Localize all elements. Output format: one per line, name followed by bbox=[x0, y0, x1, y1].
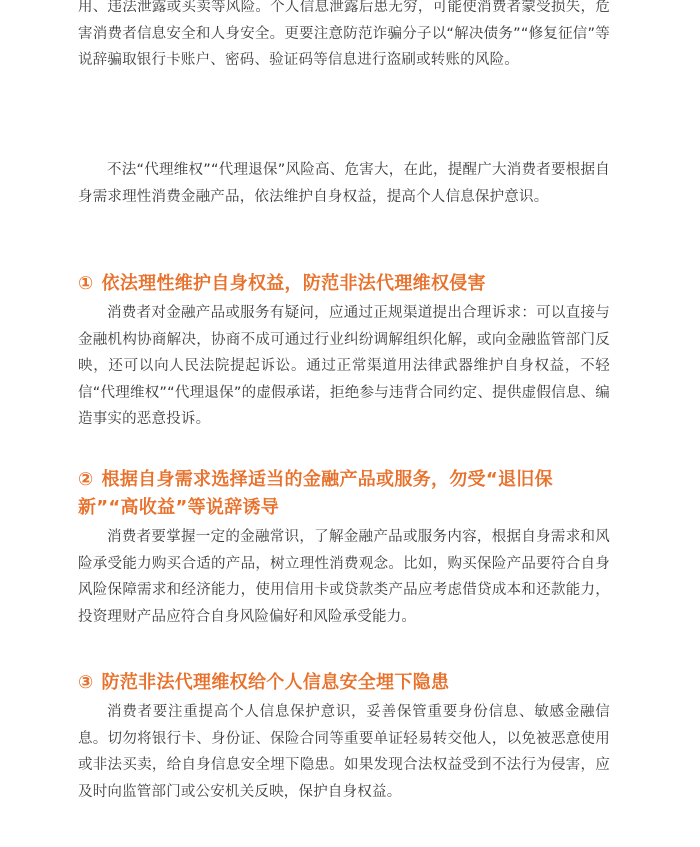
section-3 bbox=[78, 669, 610, 805]
section-title: 依法理性维护自身权益，防范非法代理维权侵害 bbox=[101, 273, 486, 294]
section-title: 根据自身需求选择适当的金融产品或服务，勿受“退旧保新”“高收益”等说辞诱导 bbox=[78, 469, 553, 518]
section-number: ③ bbox=[78, 672, 94, 693]
section-number: ① bbox=[78, 273, 94, 294]
section-body: 消费者对金融产品或服务有疑问，应通过正规渠道提出合理诉求：可以直接与金融机构协商解决，协商不成可通过行业纠纷调解组织化解，或向金融监管部门反映，还可以向人民法院提起诉讼。通过正常渠道用法律武器维护自身权益，不轻信“代理维权”“代理退保”的虚假承诺，拒绝参与违背合同约定、提供虚假信息、编造事实的恶意投诉。 bbox=[78, 305, 610, 427]
section-heading bbox=[78, 669, 610, 697]
section-body: 消费者要掌握一定的金融常识，了解金融产品或服务内容，根据自身需求和风险承受能力购买合适的产品，树立理性消费观念。比如，购买保险产品要符合自身风险保障需求和经济能力，使用信用卡或贷款类产品应考虑借贷成本和还款能力，投资理财产品应符合自身风险偏好和风险承受能力。 bbox=[78, 529, 610, 625]
section-title: 防范非法代理维权给个人信息安全埋下隐患 bbox=[101, 672, 450, 693]
section-heading bbox=[78, 270, 610, 298]
section-1 bbox=[78, 270, 610, 433]
section-number: ② bbox=[78, 469, 94, 490]
section-body: 消费者要注重提高个人信息保护意识，妥善保管重要身份信息、敏感金融信息。切勿将银行卡、身份证、保险合同等重要单证轻易转交他人，以免被恶意使用或非法买卖，给自身信息安全埋下隐患。如果发现合法权益受到不法行为侵害，应及时向监管部门或公安机关反映，保护自身权益。 bbox=[78, 704, 610, 800]
intro-paragraph: 不法“代理维权”“代理退保”风险高、危害大，在此，提醒广大消费者要根据自身需求理性消费金融产品，依法维护自身权益，提高个人信息保护意识。 bbox=[78, 162, 610, 205]
section-heading bbox=[78, 466, 610, 522]
top-paragraph: 用、违法泄露或买卖等风险。个人信息泄露后患无穷，可能使消费者蒙受损失，危害消费者信息安全和人身安全。更要注意防范诈骗分子以“解决债务”“修复征信”等说辞骗取银行卡账户、密码、验证码等信息进行盗刷或转账的风险。 bbox=[78, 0, 610, 68]
section-2 bbox=[78, 466, 610, 630]
